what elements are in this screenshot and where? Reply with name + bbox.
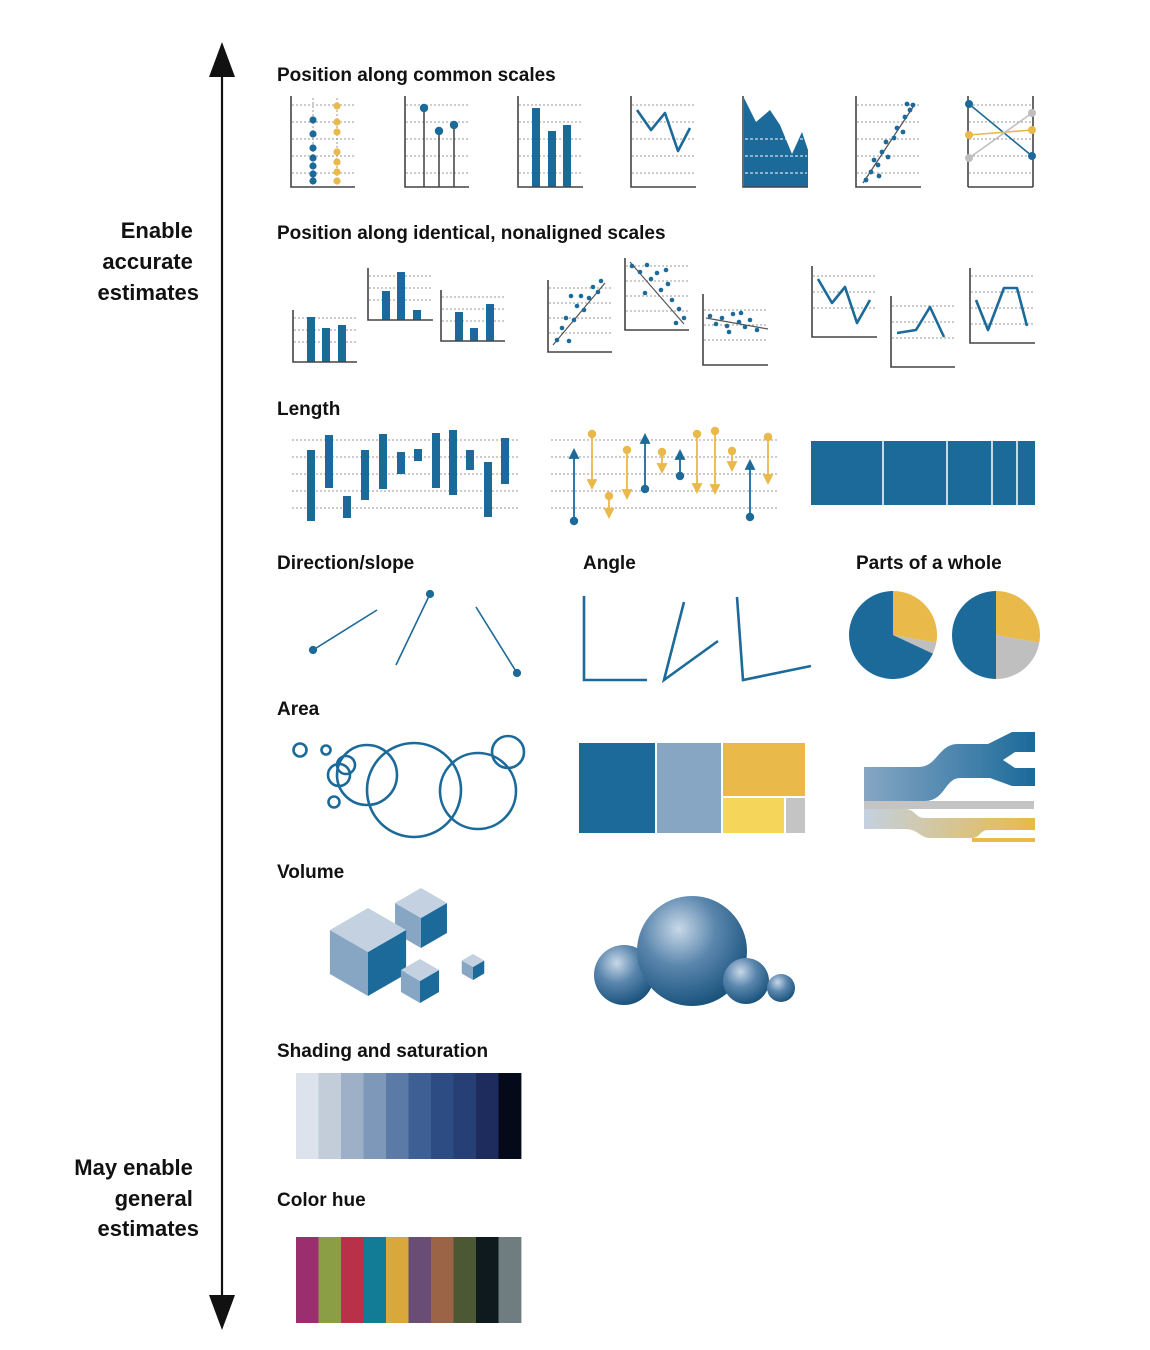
color-swatch — [341, 1237, 364, 1323]
common-scales-slope — [965, 96, 1036, 187]
color-swatch — [296, 1073, 319, 1159]
color-swatch — [296, 1237, 319, 1323]
hue-swatches — [296, 1237, 521, 1323]
color-swatch — [319, 1073, 342, 1159]
title-shading: Shading and saturation — [277, 1041, 489, 1062]
common-scales-lollipop — [405, 96, 469, 187]
nonaligned-line-group — [812, 266, 1035, 367]
title-volume: Volume — [277, 862, 345, 883]
color-swatch — [319, 1237, 342, 1323]
volume-cubes — [330, 888, 484, 1003]
direction-slopes — [310, 591, 521, 677]
area-treemap — [578, 742, 806, 834]
color-swatch — [409, 1237, 432, 1323]
color-swatch — [431, 1073, 454, 1159]
length-arrows — [551, 428, 778, 525]
area-sankey — [864, 732, 1035, 842]
color-swatch — [499, 1237, 522, 1323]
common-scales-dot-plot — [291, 96, 355, 187]
common-scales-scatter — [856, 96, 921, 187]
title-nonaligned: Position along identical, nonaligned scales — [277, 223, 666, 244]
color-swatch — [431, 1237, 454, 1323]
title-area: Area — [277, 699, 320, 720]
pie-slice — [952, 591, 996, 679]
accurate-label: Enable accurate estimates — [97, 218, 199, 305]
area-circles — [294, 736, 525, 837]
common-scales-bars — [518, 96, 583, 187]
pie-slice — [893, 591, 937, 643]
color-swatch — [499, 1073, 522, 1159]
common-scales-area — [743, 96, 808, 187]
color-swatch — [454, 1073, 477, 1159]
color-swatch — [386, 1073, 409, 1159]
title-length: Length — [277, 399, 341, 420]
title-parts: Parts of a whole — [856, 553, 1002, 574]
color-swatch — [476, 1237, 499, 1323]
pie-slice — [996, 591, 1040, 643]
general-label: May enable general estimates — [74, 1155, 199, 1241]
color-swatch — [476, 1073, 499, 1159]
color-swatch — [364, 1073, 387, 1159]
title-common-scales: Position along common scales — [277, 65, 556, 86]
ranking-arrow — [209, 42, 235, 1330]
common-scales-line — [631, 96, 696, 187]
color-swatch — [454, 1237, 477, 1323]
nonaligned-scatter-group — [548, 258, 768, 365]
shading-swatches — [296, 1073, 521, 1159]
title-direction: Direction/slope — [277, 553, 415, 574]
color-swatch — [364, 1237, 387, 1323]
parts-pies — [849, 591, 1040, 679]
volume-spheres — [594, 896, 795, 1006]
title-hue: Color hue — [277, 1190, 366, 1211]
angle-shapes — [584, 596, 811, 680]
color-swatch — [386, 1237, 409, 1323]
nonaligned-bars-group — [293, 268, 505, 362]
color-swatch — [341, 1073, 364, 1159]
length-floating-bars — [292, 430, 518, 521]
pie-slice — [996, 635, 1039, 679]
color-swatch — [409, 1073, 432, 1159]
title-angle: Angle — [583, 553, 636, 574]
length-stacked-bar — [811, 441, 1035, 505]
